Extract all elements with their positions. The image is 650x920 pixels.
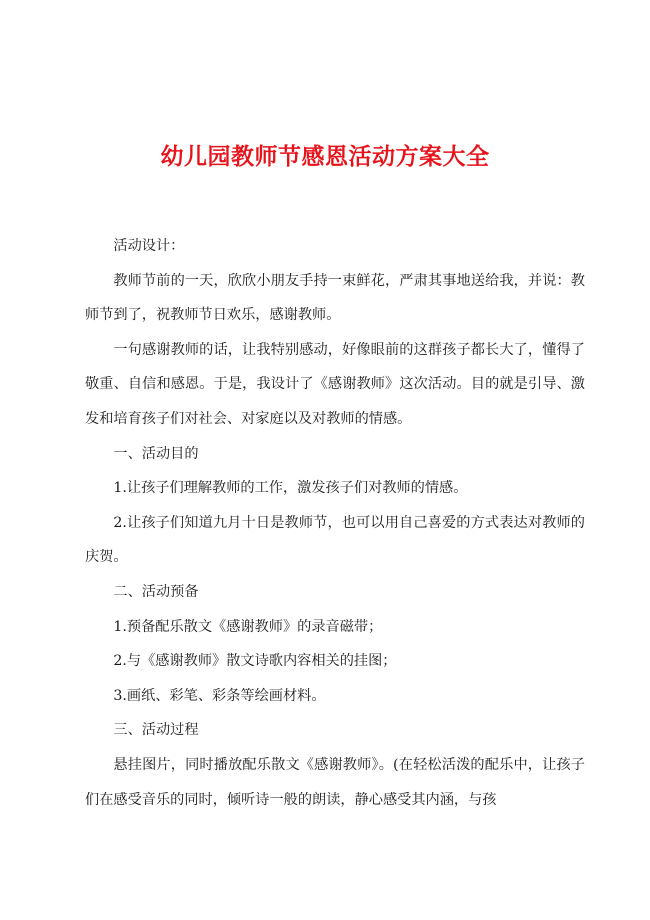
section-heading-goals: 一、活动目的 (113, 445, 199, 462)
list-item: 2.让孩子们知道九月十日是教师节，也可以用自己喜爱的方式表达对教师的庆贺。 (85, 514, 585, 566)
list-item: 1.预备配乐散文《感谢教师》的录音磁带； (113, 618, 383, 635)
paragraph-activity-design: 活动设计： (113, 238, 185, 254)
document-body (85, 229, 585, 817)
paragraph: 教师节前的一天，欣欣小朋友手持一束鲜花，严肃其事地送给我，并说：教师节到了，祝教师节日欢乐，感谢教师。 (85, 272, 585, 324)
list-item: 1.让孩子们理解教师的工作，激发孩子们对教师的情感。 (113, 480, 468, 497)
document-title: 幼儿园教师节感恩活动方案大全 (160, 143, 490, 170)
paragraph: 一句感谢教师的话，让我特别感动，好像眼前的这群孩子都长大了，懂得了敬重、自信和感恩。于是，我设计了《感谢教师》这次活动。目的就是引导、激发和培育孩子们对社会、对家庭以及对教师的情感。 (85, 341, 585, 427)
section-heading-preparation: 二、活动预备 (113, 583, 199, 600)
paragraph: 悬挂图片，同时播放配乐散文《感谢教师》。(在轻松活泼的配乐中，让孩子们在感受音乐的同时，倾听诗一般的朗读，静心感受其内涵，与孩 (85, 756, 585, 808)
section-heading-process: 三、活动过程 (113, 722, 199, 739)
list-item: 2.与《感谢教师》散文诗歌内容相关的挂图； (113, 653, 397, 670)
list-item: 3.画纸、彩笔、彩条等绘画材料。 (113, 687, 326, 704)
